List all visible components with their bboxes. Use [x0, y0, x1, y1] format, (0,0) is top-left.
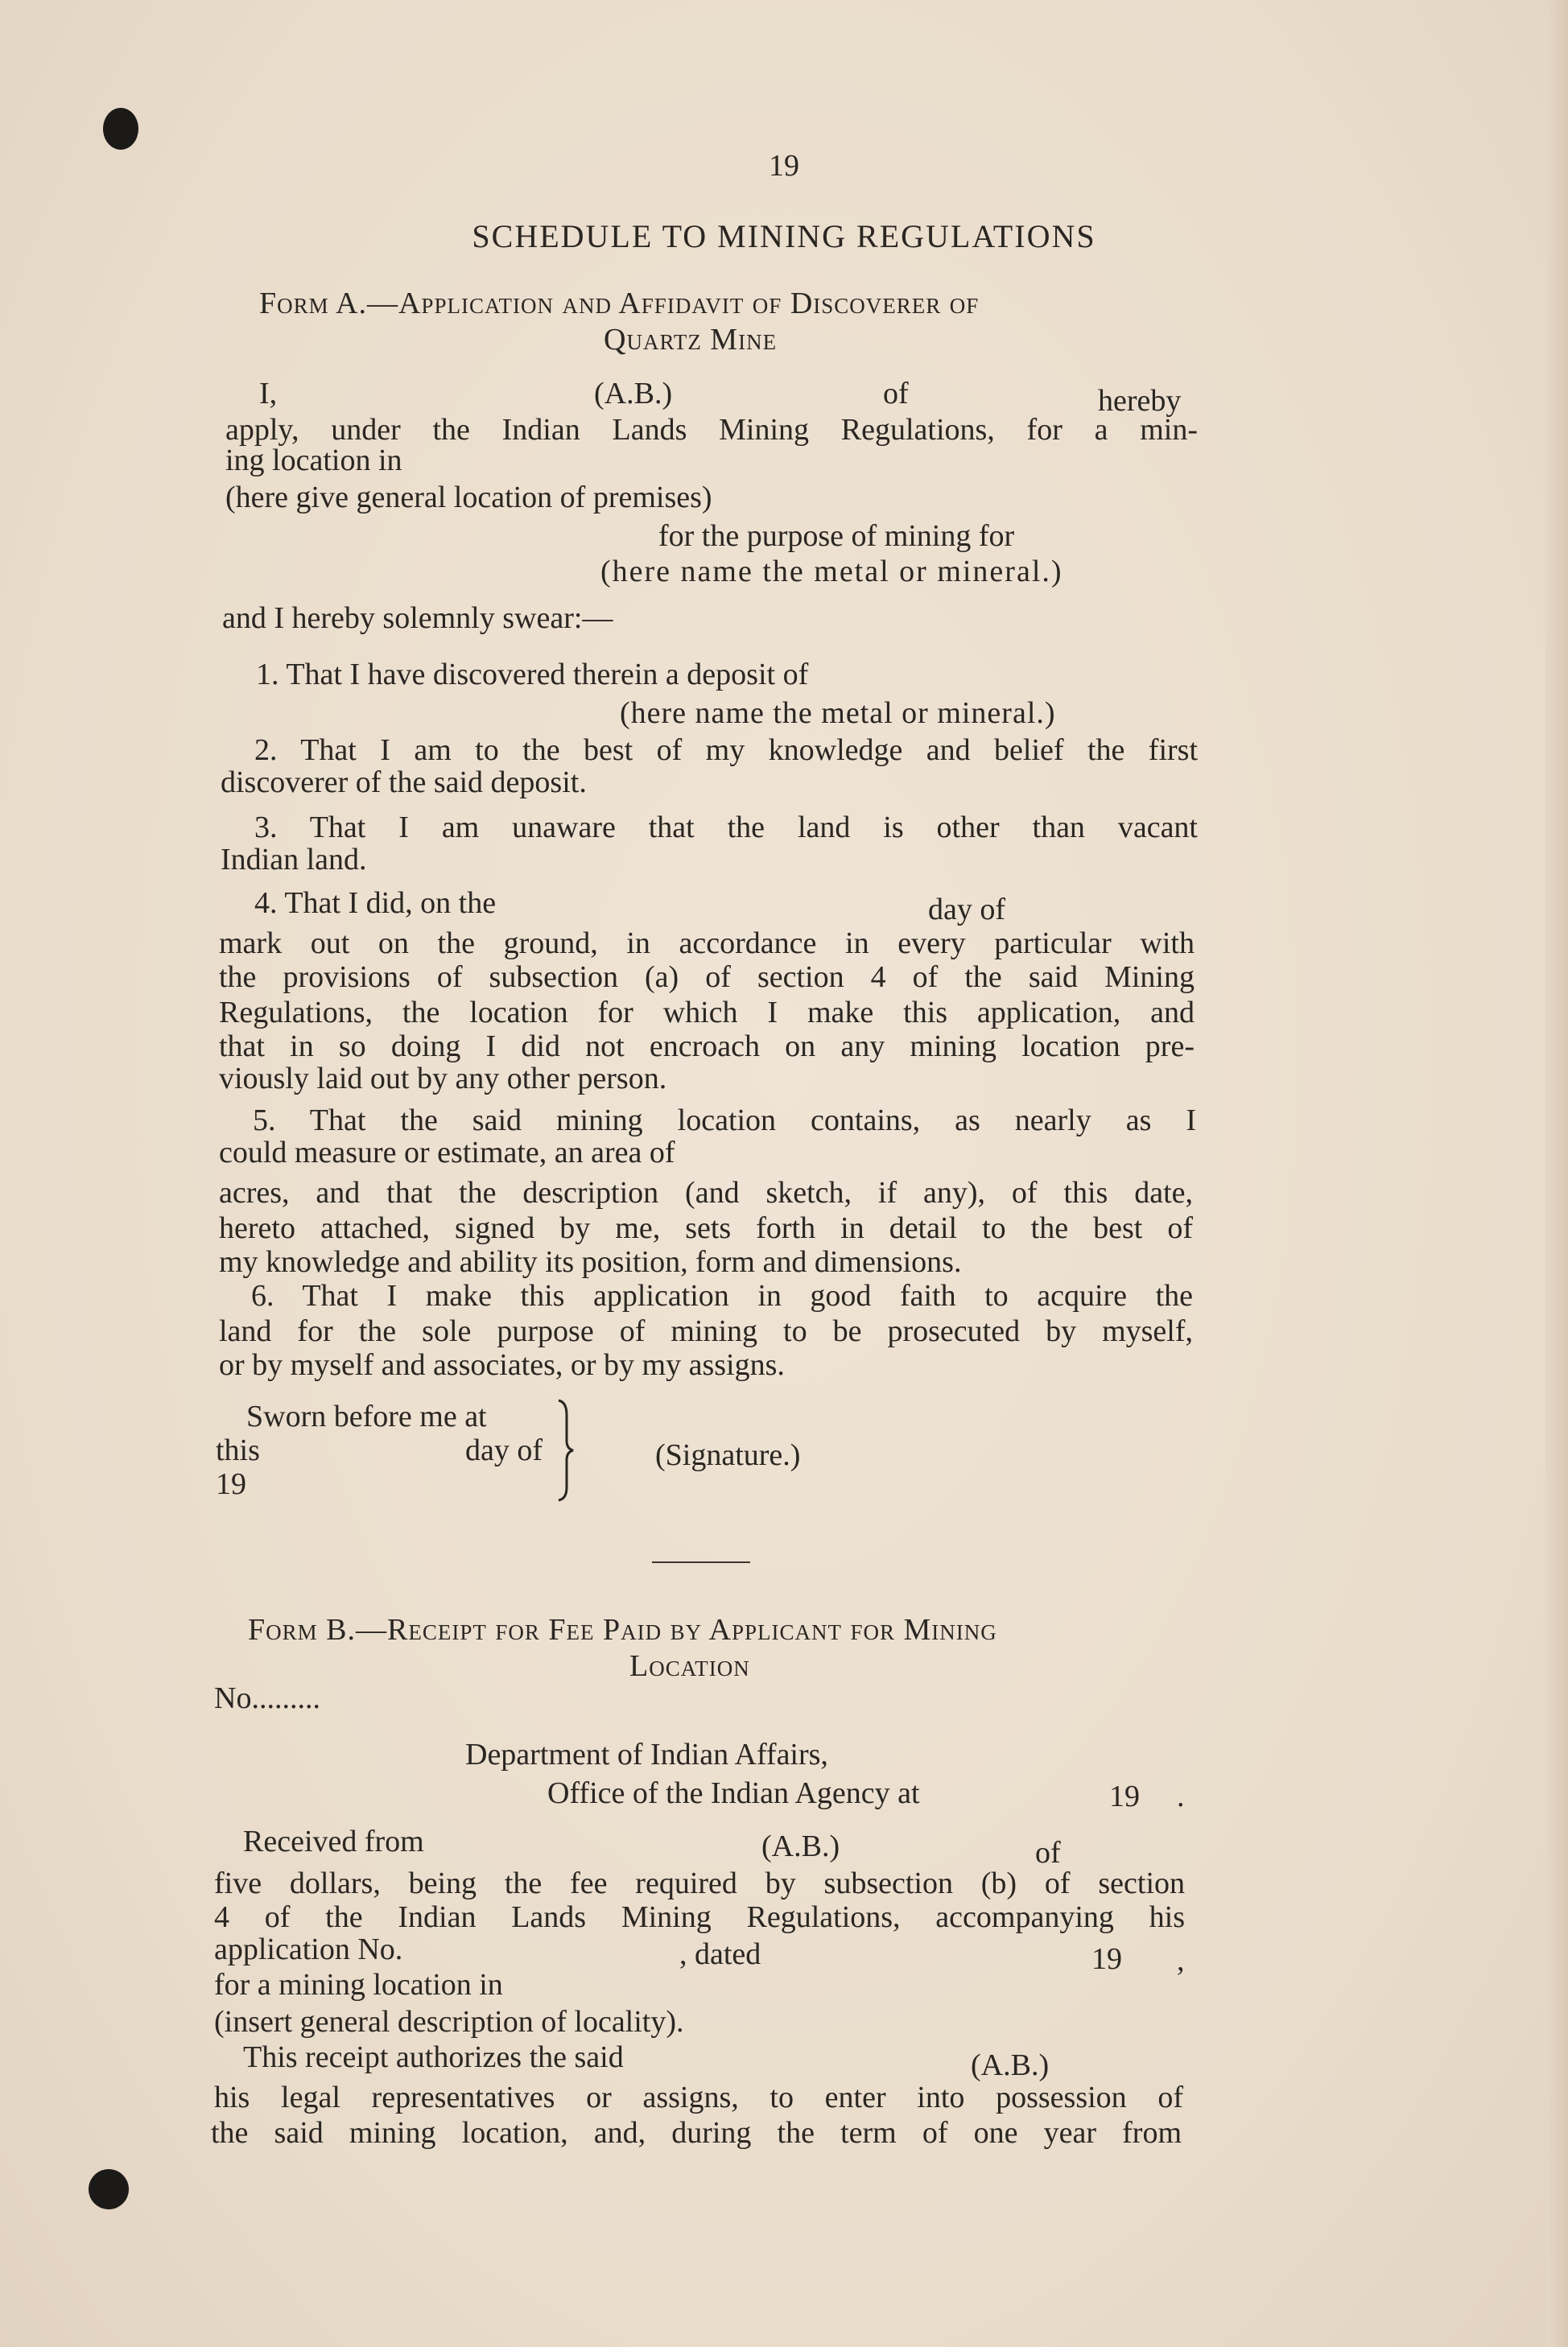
form-a-title-line2: Quartz Mine — [604, 323, 778, 357]
form-a-text: that in so doing I did not encroach on any mining location pre- — [219, 1029, 1195, 1063]
form-a-text: viously laid out by any other person. — [219, 1062, 667, 1095]
form-b-text: application No. — [214, 1932, 403, 1966]
form-b-text: This receipt authorizes the said — [243, 2040, 624, 2074]
form-b-title-line2: Location — [629, 1649, 750, 1683]
form-a-text: 3. That I am unaware that the land is other than vacant — [254, 811, 1198, 844]
form-a-text: hereby — [1098, 384, 1182, 418]
punch-hole — [103, 108, 138, 150]
form-a-text: land for the sole purpose of mining to be prosecuted by myself, — [219, 1314, 1193, 1348]
form-a-title-line1: Form A.—Application and Affidavit of Discoverer of — [259, 287, 980, 320]
form-a-text: mark out on the ground, in accordance in every particular with — [219, 926, 1195, 960]
form-b-text: . — [1177, 1780, 1185, 1813]
brace-icon — [555, 1399, 575, 1502]
form-a-text: (here name the metal or mineral.) — [620, 696, 1056, 730]
form-a-text: (A.B.) — [594, 377, 673, 410]
form-b-text: Department of Indian Affairs, — [465, 1738, 828, 1772]
punch-hole — [89, 2169, 129, 2209]
form-a-text: ing location in — [225, 443, 402, 477]
form-b-text: for a mining location in — [214, 1968, 503, 2002]
sworn-line: 19 — [216, 1467, 246, 1501]
sworn-line: this — [216, 1433, 260, 1467]
form-a-text: 5. That the said mining location contains, as nearly as I — [253, 1103, 1196, 1137]
form-b-text: 19 — [1109, 1780, 1140, 1813]
form-a-text: 4. That I did, on the — [254, 886, 497, 920]
form-a-text: could measure or estimate, an area of — [219, 1136, 675, 1169]
form-b-text: five dollars, being the fee required by subsection (b) of section — [214, 1866, 1185, 1900]
form-b-text: his legal representatives or assigns, to enter into possession of — [214, 2081, 1183, 2114]
form-a-text: of — [883, 377, 909, 410]
sworn-line: Sworn before me at — [246, 1400, 487, 1433]
form-a-text: hereto attached, signed by me, sets forth in detail to the best of — [219, 1211, 1193, 1245]
form-a-text: discoverer of the said deposit. — [221, 765, 587, 799]
form-b-text: (A.B.) — [761, 1829, 840, 1863]
form-a-text: my knowledge and ability its position, form and dimensions. — [219, 1245, 962, 1279]
form-b-title-line1: Form B.—Receipt for Fee Paid by Applicant for Mining — [248, 1613, 997, 1647]
form-a-text: I, — [259, 377, 278, 410]
form-b-text: (insert general description of locality). — [214, 2005, 684, 2039]
form-a-text: day of — [928, 893, 1006, 926]
form-a-text: (here give general location of premises) — [225, 481, 712, 514]
section-divider — [652, 1561, 750, 1563]
schedule-heading: SCHEDULE TO MINING REGULATIONS — [472, 218, 1096, 254]
form-a-text: or by myself and associates, or by my assigns. — [219, 1348, 785, 1382]
form-a-text: and I hereby solemnly swear:— — [222, 601, 613, 635]
page-edge — [1545, 0, 1568, 2347]
form-a-text: for the purpose of mining for — [658, 519, 1015, 553]
signature-label: (Signature.) — [655, 1438, 801, 1472]
page-number: 19 — [769, 149, 799, 183]
form-a-text: Regulations, the location for which I make this application, and — [219, 996, 1195, 1029]
form-a-text: 2. That I am to the best of my knowledge and belief the first — [254, 733, 1198, 767]
sworn-line: day of — [465, 1433, 543, 1467]
form-a-text: 6. That I make this application in good faith to acquire the — [251, 1279, 1193, 1313]
form-b-text: No......... — [214, 1681, 320, 1715]
form-a-text: 1. That I have discovered therein a deposit of — [256, 658, 809, 691]
form-a-text: the provisions of subsection (a) of section 4 of the said Mining — [219, 960, 1195, 994]
form-b-text: the said mining location, and, during the term of one year from — [211, 2116, 1182, 2150]
form-b-text: 19 — [1091, 1942, 1122, 1976]
form-b-text: Received from — [243, 1825, 424, 1858]
form-b-text: (A.B.) — [971, 2048, 1050, 2082]
form-a-text: apply, under the Indian Lands Mining Regulations, for a min- — [225, 413, 1198, 447]
form-a-text: Indian land. — [221, 843, 367, 877]
form-b-text: 4 of the Indian Lands Mining Regulations, accompanying his — [214, 1900, 1185, 1934]
form-b-text: Office of the Indian Agency at — [547, 1776, 920, 1810]
form-b-text: of — [1035, 1836, 1061, 1870]
form-b-text: , dated — [679, 1937, 761, 1971]
form-a-text: acres, and that the description (and sketch, if any), of this date, — [219, 1176, 1193, 1210]
form-a-text: (here name the metal or mineral.) — [600, 555, 1063, 588]
form-b-text: , — [1177, 1944, 1185, 1978]
